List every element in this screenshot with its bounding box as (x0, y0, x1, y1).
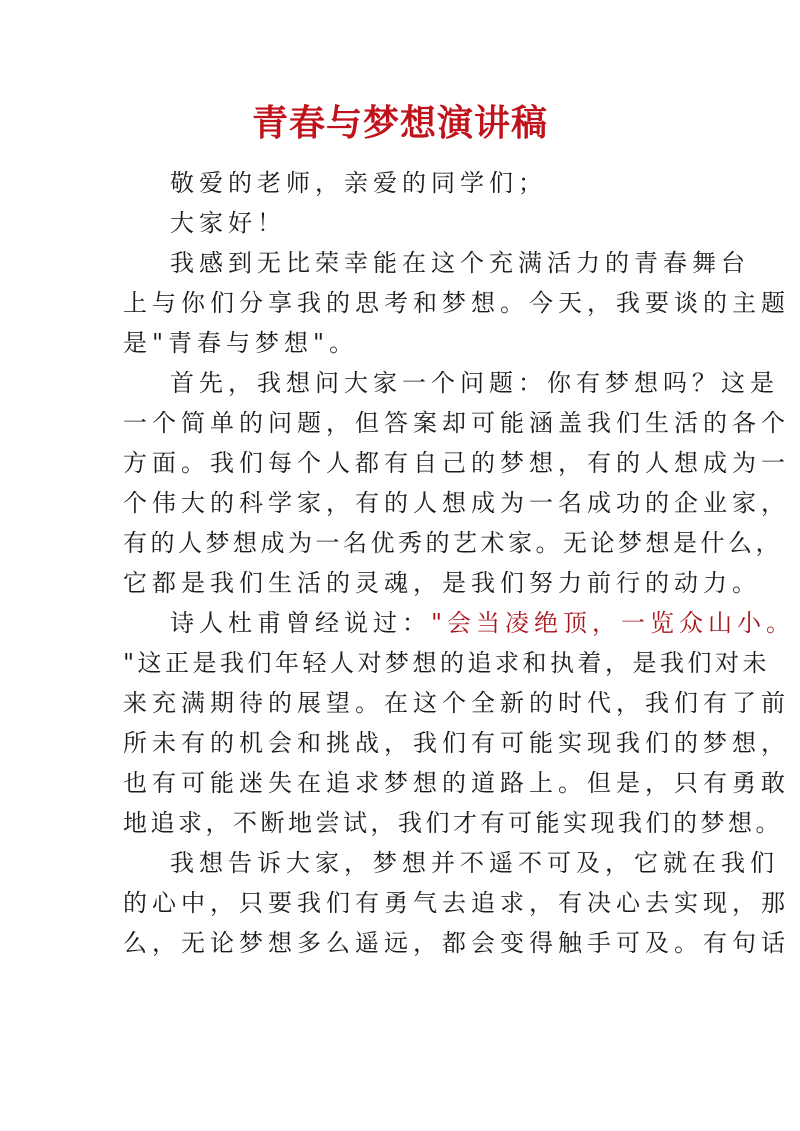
paragraph-2-line: 一个简单的问题，但答案却可能涵盖我们生活的各个 (123, 409, 790, 437)
paragraph-3-line: 地追求，不断地尝试，我们才有可能实现我们的梦想。 (123, 809, 783, 837)
paragraph-2-line: 首先，我想问大家一个问题：你有梦想吗？这是 (170, 369, 779, 397)
paragraph-4-line: 的心中，只要我们有勇气去追求，有决心去实现，那 (123, 889, 790, 917)
paragraph-2-line: 有的人梦想成为一名优秀的艺术家。无论梦想是什么， (123, 529, 783, 557)
paragraph-3-line: 来充满期待的展望。在这个全新的时代，我们有了前 (123, 689, 790, 717)
greeting-line: 大家好！ (170, 209, 286, 237)
paragraph-4-line: 我想告诉大家，梦想并不遥不可及，它就在我们 (170, 849, 779, 877)
du-fu-quote: "会当凌绝顶，一览众山小。 (431, 609, 796, 637)
paragraph-2-line: 它都是我们生活的灵魂，是我们努力前行的动力。 (123, 569, 761, 597)
paragraph-3-line: 也有可能迷失在追求梦想的道路上。但是，只有勇敢 (123, 769, 790, 797)
paragraph-1-line: 我感到无比荣幸能在这个充满活力的青春舞台 (170, 249, 750, 277)
paragraph-1-line: 上与你们分享我的思考和梦想。今天，我要谈的主题 (123, 289, 790, 317)
paragraph-3-line: 所未有的机会和挑战，我们有可能实现我们的梦想， (123, 729, 790, 757)
paragraph-4-line: 么，无论梦想多么遥远，都会变得触手可及。有句话 (123, 929, 790, 957)
paragraph-1-line: 是"青春与梦想"。 (123, 329, 359, 357)
quote-attribution: 诗人杜甫曾经说过： (170, 609, 431, 637)
speech-body (123, 163, 796, 963)
paragraph-2-line: 个伟大的科学家，有的人想成为一名成功的企业家， (123, 489, 790, 517)
paragraph-3-line (123, 603, 796, 643)
paragraph-2-line: 方面。我们每个人都有自己的梦想，有的人想成为一 (123, 449, 790, 477)
paragraph-3-line: "这正是我们年轻人对梦想的追求和执着，是我们对未 (123, 649, 771, 677)
salutation-line: 敬爱的老师，亲爱的同学们； (170, 169, 547, 197)
document-title: 青春与梦想演讲稿 (251, 103, 548, 144)
